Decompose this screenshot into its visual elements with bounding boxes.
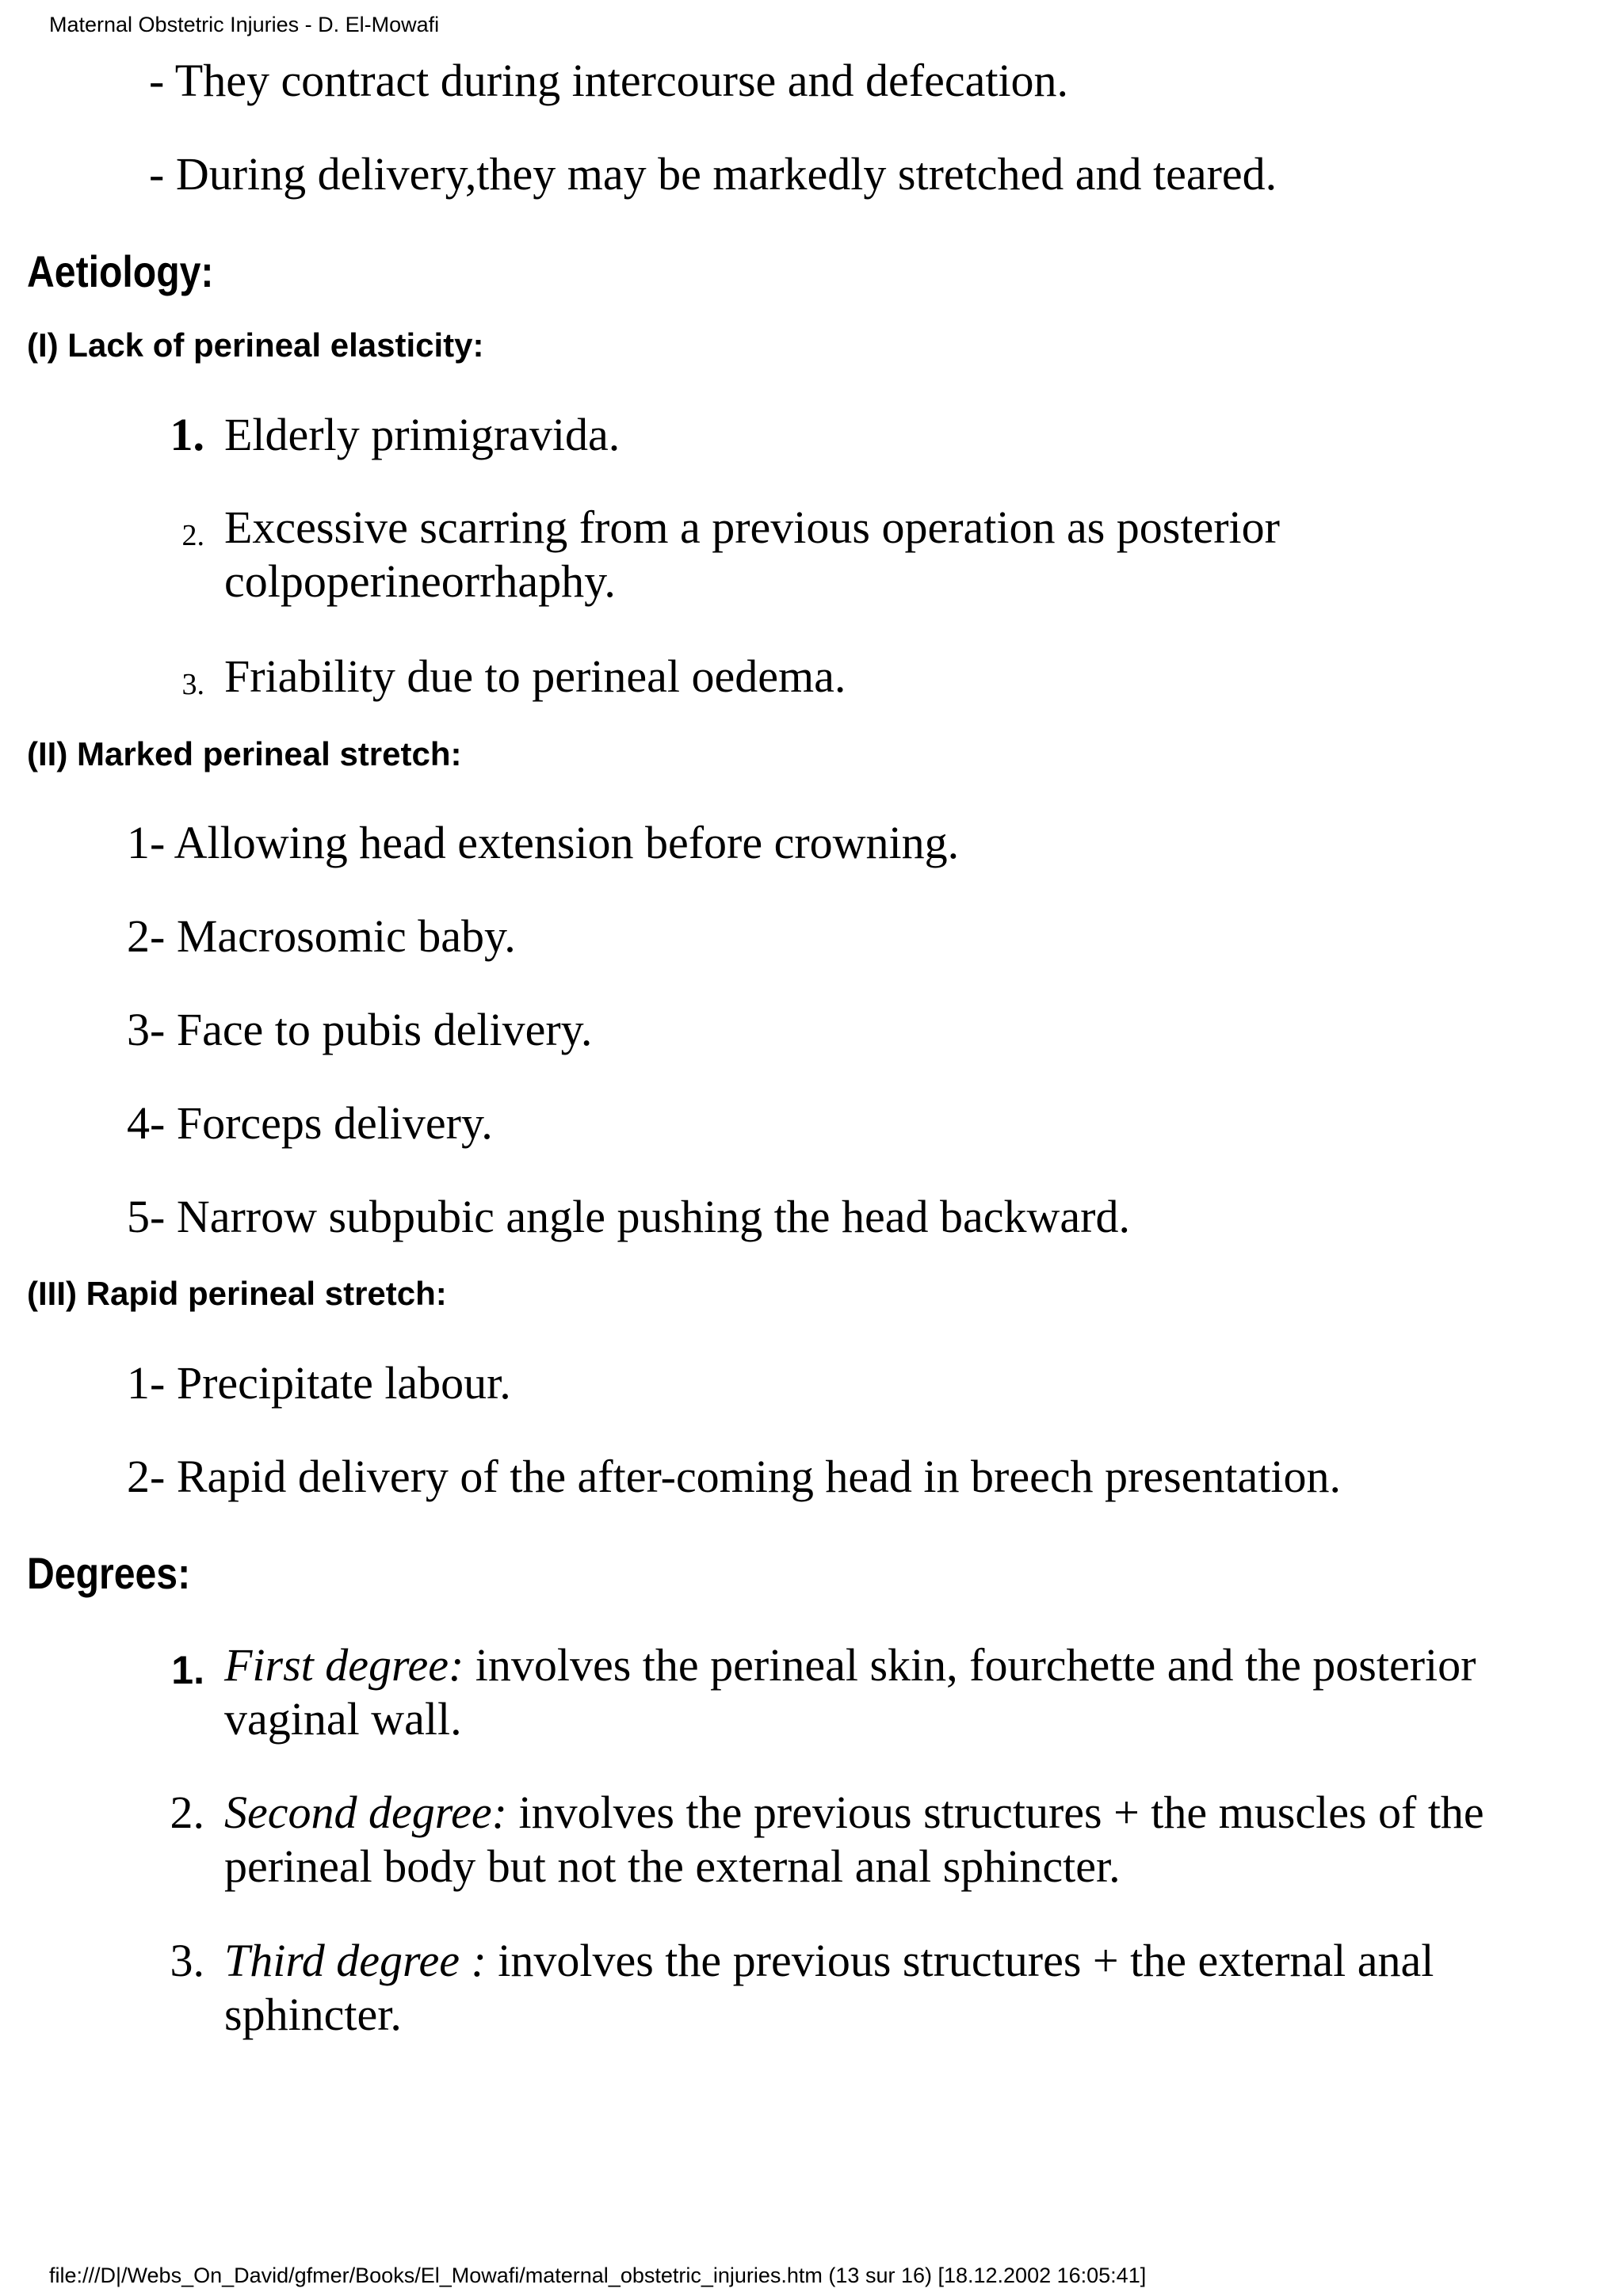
group-3-heading: (III) Rapid perineal stretch: [27,1275,447,1312]
degree-description: involves the perineal skin, fourchette and the posterior vaginal wall. [224,1639,1476,1745]
list-item-text [224,1786,1524,1894]
list-item: 2- Macrosomic baby. [127,910,516,962]
group-2-heading: (II) Marked perineal stretch: [27,735,462,772]
list-item: 2- Rapid delivery of the after-coming head in breech presentation. [127,1451,1342,1502]
list-item: 1- Precipitate labour. [127,1357,511,1409]
degree-description: involves the previous structures + the muscles of the perineal body but not the external anal sphincter. [224,1787,1484,1892]
list-item-number: 2. [170,1787,204,1838]
page-header: Maternal Obstetric Injuries - D. El-Mowafi [49,13,440,36]
page-footer: file:///D|/Webs_On_David/gfmer/Books/El_Mowafi/maternal_obstetric_injuries.htm (13 sur 16) [18.12.2002 16:05:41] [49,2264,1147,2287]
degree-description: involves the previous structures + the external anal sphincter. [224,1935,1434,2040]
list-item-text [224,1934,1524,2042]
list-item: 1- Allowing head extension before crowning. [127,817,960,868]
group-1-heading: (I) Lack of perineal elasticity: [27,326,484,364]
list-item-number: 3. [181,668,204,701]
degree-term: Second degree: [224,1787,507,1838]
list-item-number: 1. [170,409,204,460]
list-item-number: 2. [181,519,204,552]
degree-term: First degree: [224,1639,464,1691]
degree-term: Third degree : [224,1935,487,1986]
list-item-text: Elderly primigravida. [224,409,621,460]
intro-line-1: - They contract during intercourse and defecation. [149,55,1069,106]
list-item: 3- Face to pubis delivery. [127,1004,593,1055]
list-item-number: 3. [170,1935,204,1986]
list-item-text: Excessive scarring from a previous operation as posterior colpoperineorrhaphy. [224,502,1280,607]
degrees-heading: Degrees: [27,1548,191,1598]
aetiology-heading: Aetiology: [27,246,214,296]
list-item: 4- Forceps delivery. [127,1097,493,1149]
list-item: 5- Narrow subpubic angle pushing the head backward. [127,1191,1130,1242]
list-item-text [224,1638,1524,1746]
list-item-text: Friability due to perineal oedema. [224,650,846,702]
list-item-number: 1. [171,1648,204,1692]
intro-line-2: - During delivery,they may be markedly stretched and teared. [149,148,1277,200]
